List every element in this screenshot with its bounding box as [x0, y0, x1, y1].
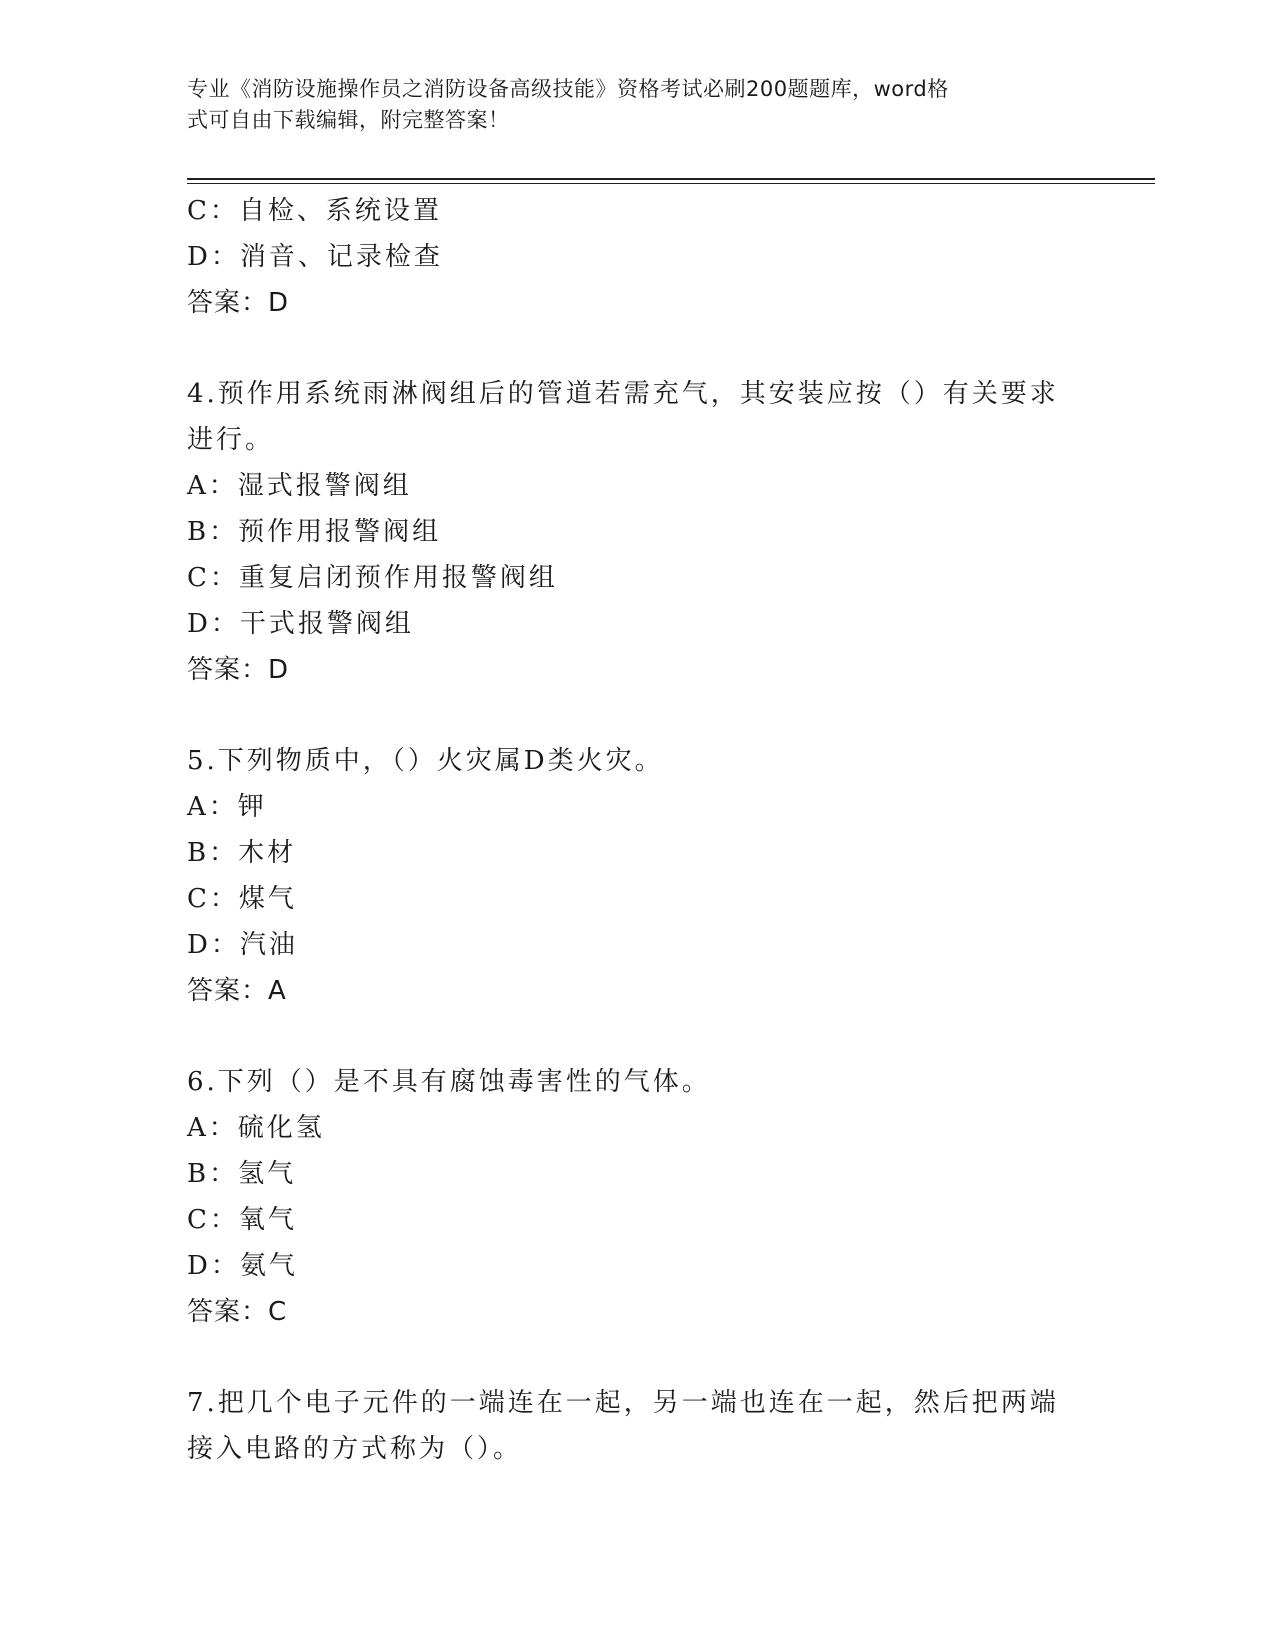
spacer	[187, 326, 1087, 371]
header-line-2: 式可自由下载编辑，附完整答案！	[187, 108, 510, 132]
header-divider-thick	[187, 178, 1155, 180]
question-stem-continued: 进行。	[187, 425, 275, 455]
question-block-4	[187, 371, 1087, 693]
option-b: B：氢气	[187, 1159, 297, 1189]
option-a: A：湿式报警阀组	[187, 471, 412, 501]
option-a: A：硫化氢	[187, 1113, 325, 1143]
question-block-5	[187, 738, 1087, 1014]
question-list	[187, 188, 1087, 1472]
header-divider-thin	[187, 183, 1155, 184]
option-c: C：氧气	[187, 1205, 297, 1235]
header-line-1: 专业《消防设施操作员之消防设备高级技能》资格考试必刷200题题库，word格	[187, 77, 949, 101]
option-c: C：煤气	[187, 884, 297, 914]
option-b: B：预作用报警阀组	[187, 517, 442, 547]
answer-line: 答案：A	[187, 976, 287, 1006]
question-stem-continued: 接入电路的方式称为（）。	[187, 1434, 523, 1464]
question-block-7	[187, 1380, 1087, 1472]
option-c: C：重复启闭预作用报警阀组	[187, 563, 558, 593]
answer-line: 答案：D	[187, 655, 290, 685]
answer-line: 答案：C	[187, 1297, 288, 1327]
option-b: B：木材	[187, 838, 297, 868]
spacer	[187, 1014, 1087, 1059]
option-a: A：钾	[187, 792, 267, 822]
option-d: D：氨气	[187, 1251, 298, 1281]
question-stem: 4.预作用系统雨淋阀组后的管道若需充气，其安装应按（）有关要求	[187, 379, 1059, 409]
document-header	[187, 74, 1087, 136]
question-stem: 6.下列（）是不具有腐蚀毒害性的气体。	[187, 1067, 711, 1097]
option-d: D：消音、记录检查	[187, 242, 443, 272]
question-stem: 7.把几个电子元件的一端连在一起，另一端也连在一起，然后把两端	[187, 1388, 1059, 1418]
option-d: D：汽油	[187, 930, 298, 960]
option-c: C：自检、系统设置	[187, 196, 442, 226]
spacer	[187, 693, 1087, 738]
spacer	[187, 1335, 1087, 1380]
option-d: D：干式报警阀组	[187, 609, 414, 639]
answer-line: 答案：D	[187, 288, 290, 318]
question-block-3	[187, 188, 1087, 326]
question-stem: 5.下列物质中，（）火灾属D类火灾。	[187, 746, 664, 776]
question-block-6	[187, 1059, 1087, 1335]
